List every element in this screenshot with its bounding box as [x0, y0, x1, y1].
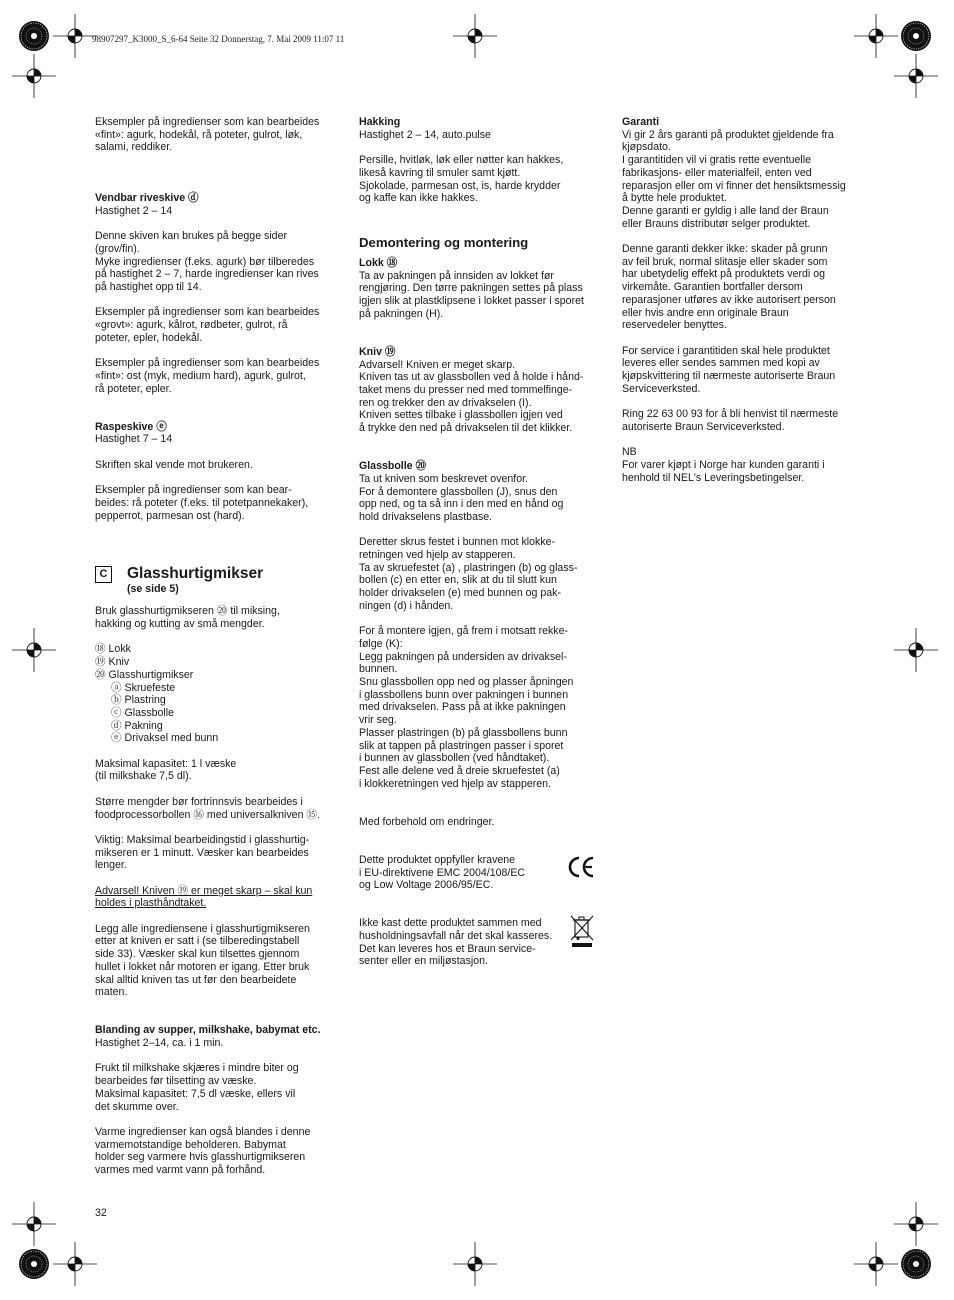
print-header: 98907297_K3000_S_6-64 Seite 32 Donnerstag, 7. Mai 2009 11:07 11 — [92, 34, 345, 44]
garanti-heading: Garanti — [622, 116, 660, 128]
hakking-heading: Hakking — [359, 116, 401, 128]
section-subtitle: (se side 5) — [127, 583, 179, 596]
lokk-heading: Lokk ⑱ — [359, 256, 398, 269]
rasp-paragraph-1: Skriften skal vende mot brukeren. — [95, 458, 253, 471]
blend-paragraph-1: Frukt til milkshake skjæres i mindre biter og bearbeides før tilsetting av væske. Maksimal kapasitet: 7,5 dl væske, ellers vil det skumme over. — [95, 1062, 299, 1113]
rasp-heading: Raspeskive ⓔ — [95, 420, 167, 433]
blend-heading: Blanding av supper, milkshake, babymat etc. — [95, 1024, 321, 1037]
column-left — [95, 116, 345, 1177]
kniv-paragraph: Advarsel! Kniven er meget skarp. Kniven tas ut av glassbollen ved å holde i hånd- taket mens du presser ned med tommelfinge- ren og trekker den av drivakselen (I). Kniven settes tilbake i glassbollen igjen ved å trykke den ned på drivakselen til det klikker. — [359, 358, 584, 435]
kniv-heading: Kniv ⑲ — [359, 345, 396, 358]
weee-disposal-text: Ikke kast dette produktet sammen med husholdningsavfall når det skal kasseres. Det kan leveres hos et Braun service- senter eller en miljøstasjon. — [359, 917, 553, 968]
column-middle — [359, 116, 599, 968]
use-paragraph: Bruk glasshurtigmikseren ⑳ til miksing, hakking og kutting av små mengder. — [95, 605, 280, 630]
rasp-paragraph-2: Eksempler på ingredienser som kan bear- beides: rå poteter (f.eks. til potetpannekaker), pepperrot, parmesan ost (hard). — [95, 484, 309, 522]
glassbolle-paragraph-1: Ta ut kniven som beskrevet ovenfor. For å demontere glassbollen (J), snus den opp ned, og ta så inn i den med en hånd og hold drivakselens plastbase. — [359, 472, 564, 523]
garanti-paragraph-2: Denne garanti dekker ikke: skader på grunn av feil bruk, normal slitasje eller skader som har ubetydelig effekt på produktets verdi og virkemåte. Garantien bortfaller dersom reparasjoner utføres av ikke autorisert person eller hvis andre enn originale Braun reservedeler benyttes. — [622, 243, 836, 332]
section-title: Glasshurtigmikser — [127, 565, 264, 583]
ce-mark-icon — [567, 855, 595, 879]
lokk-paragraph: Ta av pakningen på innsiden av lokket før rengjøring. Den tørre pakningen settes på plass igjen slik at plastklipsene i lokket passer i sporet på pakningen (H). — [359, 269, 584, 320]
ce-compliance-text: Dette produktet oppfyller kravene i EU-direktivene EMC 2004/108/EC og Low Voltage 2006/95/EC. — [359, 853, 526, 892]
nb-paragraph: For varer kjøpt i Norge har kunden garanti i henhold til NEL's Leveringsbetingelser. — [622, 458, 825, 484]
garanti-paragraph-4: Ring 22 63 00 93 for å bli henvist til nærmeste autoriserte Braun Serviceverksted. — [622, 408, 839, 433]
blend-paragraph-2: Varme ingredienser kan også blandes i denne varmemotstandige beholderen. Babymat holder seg varmere hvis glasshurtigmikseren varmes med varmt vann på forhånd. — [95, 1125, 311, 1177]
subpart-item: ⓓ Pakning — [111, 719, 163, 732]
demontering-heading: Demontering og montering — [359, 234, 529, 250]
part-item: ⑳ Glasshurtigmikser — [95, 668, 194, 681]
changes-notice: Med forbehold om endringer. — [359, 815, 495, 828]
crossed-bin-icon — [569, 914, 595, 948]
rasp-speed: Hastighet 7 – 14 — [95, 433, 173, 446]
vendbar-heading: Vendbar riveskive ⓓ — [95, 192, 199, 205]
part-item: ⑱ Lokk — [95, 643, 131, 656]
part-item: ⑲ Kniv — [95, 656, 130, 669]
warning-paragraph: Advarsel! Kniven ⑲ er meget skarp – skal kun holdes i plasthåndtaket. — [95, 884, 313, 910]
section-letter-box: C — [95, 566, 112, 583]
garanti-paragraph-1: Vi gir 2 års garanti på produktet gjeldende fra kjøpsdato. I garantitiden vil vi gratis rette eventuelle fabrikasjons- eller materialfeil, enten ved reparasjon eller om vi finner det hensiktsmessig å bytte hele produktet. Denne garanti er gyldig i alle land der Braun eller Brauns distributør selger produktet. — [622, 128, 846, 230]
placement-paragraph: Legg alle ingrediensene i glasshurtigmikseren etter at kniven er satt i (se tilberedingstabell side 33). Væsker skal kun tilsettes gjennom hullet i lokket når motoren er igang. Etter bruk skal alltid kniven tas ut før den bearbeidete maten. — [95, 922, 310, 999]
column-right — [622, 116, 872, 484]
glassbolle-paragraph-2: Deretter skrus festet i bunnen mot klokke- retningen ved hjelp av stapperen. Ta av skruefestet (a) , plastringen (b) og glass- bollen (c) en etter en, slik at du til slutt kun holder drivakselen (e) med bunnen og pak- ningen (d) i hånden. — [359, 536, 578, 612]
nb-heading: NB — [622, 446, 637, 459]
vendbar-paragraph-2: Eksempler på ingredienser som kan bearbeides «grovt»: agurk, kålrot, rødbeter, gulrot, rå poteter, epler, hodekål. — [95, 306, 320, 344]
vendbar-paragraph-1: Denne skiven kan brukes på begge sider (grov/fin). Myke ingredienser (f.eks. agurk) bør tilberedes på hastighet 2 – 7, harde ingredienser kan rives på hastighet opp til 14. — [95, 230, 319, 294]
important-paragraph: Viktig: Maksimal bearbeidingstid i glasshurtig- mikseren er 1 minutt. Væsker kan bearbeides lenger. — [95, 833, 310, 872]
larger-amounts-paragraph: Større mengder bør fortrinnsvis bearbeides i foodprocessorbollen ⑯ med universalkniven ⑮. — [95, 795, 320, 821]
hakking-paragraph: Persille, hvitløk, løk eller nøtter kan hakkes, likeså kavring til smuler samt kjøtt. Sjokolade, parmesan ost, is, harde krydder og kaffe kan ikke hakkes. — [359, 154, 564, 205]
vendbar-speed: Hastighet 2 – 14 — [95, 204, 173, 217]
ce-compliance-row — [359, 854, 595, 892]
weee-disposal-row — [359, 917, 595, 968]
subpart-item: ⓐ Skruefeste — [111, 681, 176, 694]
page-number: 32 — [95, 1207, 107, 1219]
intro-paragraph: Eksempler på ingredienser som kan bearbeides «fint»: agurk, hodekål, rå poteter, gulrot, løk, salami, reddiker. — [95, 116, 320, 154]
glassbolle-paragraph-3: For å montere igjen, gå frem i motsatt rekke- følge (K): Legg pakningen på undersiden av drivaksel- bunnen. Snu glassbollen opp ned og plasser åpningen i glassbollens bunn over pakningen i bunnen med drivakselen. Pass på at ikke pakningen vrir seg. Plasser plastringen (b) på glassbollens bunn slik at tappen på plastringen passer i sporet i bunnen av glassbollen (ved håndtaket). Fest alle delene ved å dreie skruefestet (a) i klokkeretningen ved hjelp av stapperen. — [359, 625, 574, 790]
blend-speed: Hastighet 2–14, ca. i 1 min. — [95, 1037, 224, 1050]
subpart-item: ⓒ Glassbolle — [111, 706, 174, 719]
subpart-item: ⓑ Plastring — [111, 694, 166, 707]
hakking-speed: Hastighet 2 – 14, auto.pulse — [359, 128, 491, 141]
glassbolle-heading: Glassbolle ⑳ — [359, 460, 427, 473]
subpart-item: ⓔ Drivaksel med bunn — [111, 732, 219, 745]
garanti-paragraph-3: For service i garantitiden skal hele produktet leveres eller sendes sammen med kopi av kjøpskvittering til nærmeste autoriserte Braun Serviceverksted. — [622, 344, 836, 395]
vendbar-paragraph-3: Eksempler på ingredienser som kan bearbeides «fint»: ost (myk, medium hard), agurk, gulrot, rå poteter, epler. — [95, 357, 320, 395]
capacity-paragraph: Maksimal kapasitet: 1 l væske (til milkshake 7,5 dl). — [95, 757, 237, 783]
section-heading — [95, 564, 345, 596]
